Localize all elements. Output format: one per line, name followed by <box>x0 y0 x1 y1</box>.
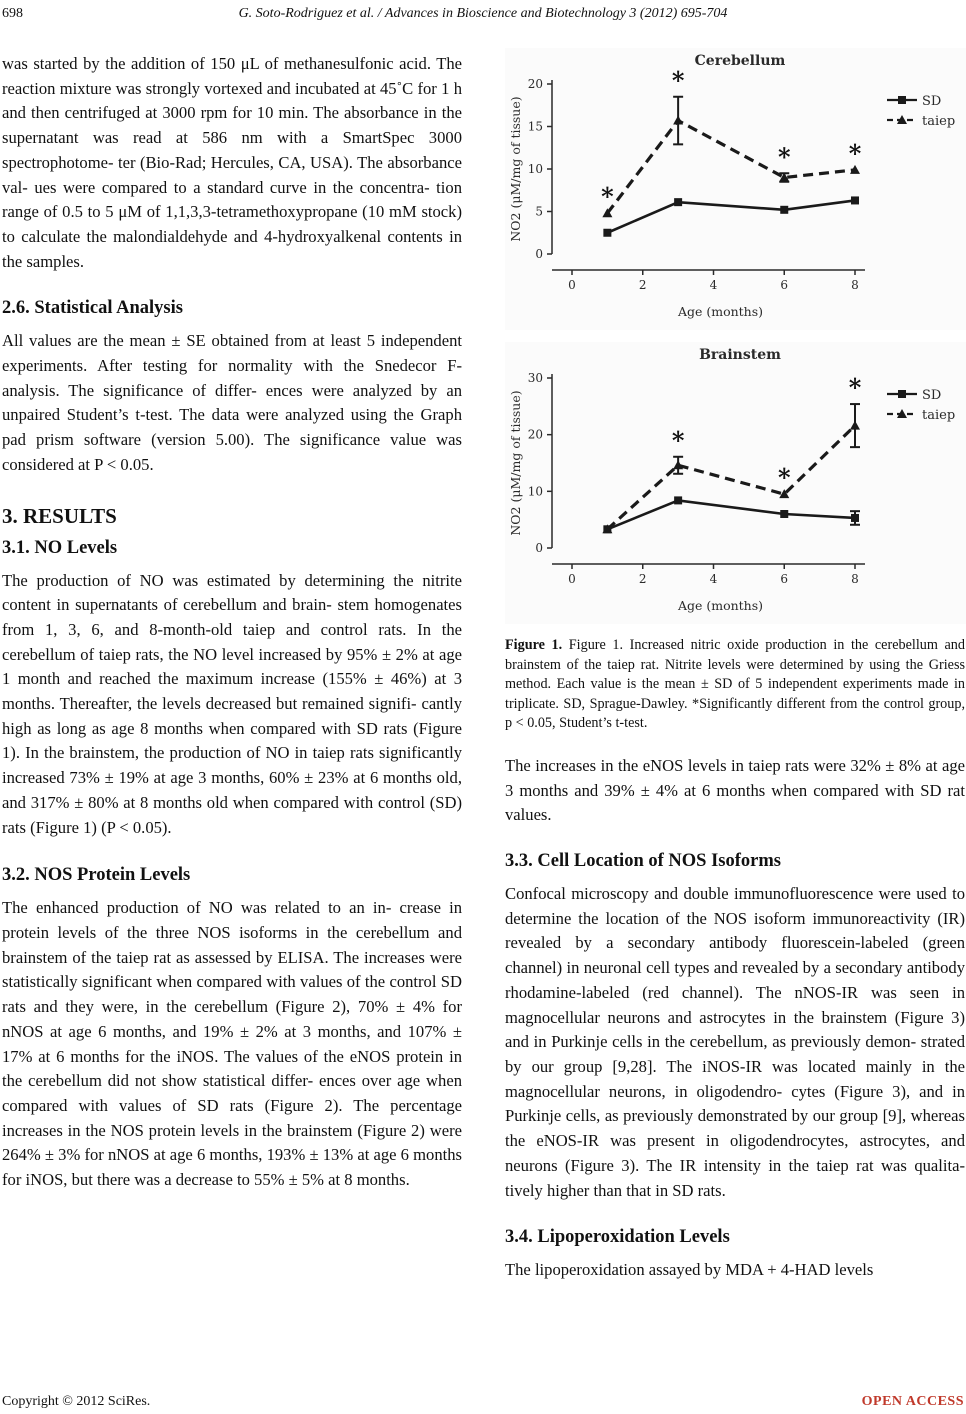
significance-asterisk: * <box>671 425 685 455</box>
x-tick-label: 0 <box>568 278 576 292</box>
y-tick-label: 20 <box>527 427 543 442</box>
y-axis-label: NO2 (μM/mg of tissue) <box>508 96 523 242</box>
heading-statistical-analysis: 2.6. Statistical Analysis <box>2 298 183 319</box>
x-tick-label: 0 <box>568 572 576 586</box>
legend-marker-SD <box>898 390 906 398</box>
chart-title: Cerebellum <box>694 53 786 69</box>
data-point-SD <box>780 206 788 214</box>
x-tick-label: 4 <box>709 572 718 586</box>
x-tick-label: 6 <box>780 572 789 586</box>
significance-asterisk: * <box>848 138 862 168</box>
brainstem-plot <box>505 342 966 624</box>
copyright-text: Copyright © 2012 SciRes. <box>2 1394 151 1409</box>
data-point-SD <box>603 229 611 237</box>
right-column <box>505 630 965 1283</box>
data-point-SD <box>851 514 859 522</box>
series-line-taiep <box>607 121 855 214</box>
x-tick-label: 2 <box>638 572 647 586</box>
y-tick-label: 30 <box>527 371 543 385</box>
legend-label-SD: SD <box>922 94 942 109</box>
heading-no-levels: 3.1. NO Levels <box>2 537 118 558</box>
caption-text: Figure 1. Increased nitric oxide production in the cerebellum and brainstem of the taiep rat. Nitrite levels were determined by using the Griess method. Each value is the mean ± SD of 5 independent experiments made in triplicate. SD, Sprague-Dawley. *Significantly different from the control group, p < 0.05, Student’s t-test. <box>505 637 965 732</box>
x-tick-label: 8 <box>851 278 859 292</box>
data-point-taiep <box>673 116 683 125</box>
y-axis-label: NO2 (μM/mg of tissue) <box>508 390 523 536</box>
y-tick-label: 5 <box>535 204 543 219</box>
page-number: 698 <box>2 6 23 21</box>
data-point-SD <box>851 196 859 204</box>
series-line-SD <box>607 200 855 232</box>
significance-asterisk: * <box>601 182 614 212</box>
y-tick-label: 0 <box>535 541 543 555</box>
chart-cerebellum <box>505 48 966 330</box>
paragraph-enos: The increases in the eNOS levels in taiep rats were 32% ± 8% at age 3 months and 39% ± 4% at 6 months when compared with SD rat values. <box>505 755 965 825</box>
significance-asterisk: * <box>848 373 862 403</box>
y-tick-label: 0 <box>535 247 543 261</box>
paragraph-methods-end: was started by the addition of 150 μL of methanesulfonic acid. The reaction mixture was strongly vortexed and incubated at 45˚C for 1 h and then centrifuged at 3000 rpm for 10 min. The absorbance in the supernatant was read at 586 nm with a SmartSpec 3000 spectrophotome- ter (Bio-Rad; Hercules, CA, USA). The absorbance val- ues were compared to a standard curve in the concentra- tion range of 0.5 to 5 μM of 1,1,3,3-tetramethoxypropane (10 mM stock) to calculate the malondialdehyde and 4-hydroxyalkenal contents in the samples. <box>2 54 462 271</box>
data-point-SD <box>780 510 788 518</box>
figure-1-caption <box>505 636 965 734</box>
data-point-taiep <box>850 421 860 430</box>
heading-nos-protein-levels: 3.2. NOS Protein Levels <box>2 865 191 886</box>
data-point-SD <box>674 496 682 504</box>
running-title: G. Soto-Rodriguez et al. / Advances in Bioscience and Biotechnology 3 (2012) 695-704 <box>238 6 728 21</box>
paragraph-lipoperoxidation: The lipoperoxidation assayed by MDA + 4-HAD levels <box>505 1260 874 1280</box>
significance-asterisk: * <box>777 463 791 493</box>
cerebellum-plot <box>505 48 966 330</box>
legend-label-taiep: taiep <box>922 114 956 129</box>
legend-label-taiep: taiep <box>922 408 956 423</box>
open-access-label: OPEN ACCESS <box>861 1394 964 1409</box>
x-axis-label: Age (months) <box>677 304 764 319</box>
caption-label: Figure 1. <box>505 637 569 653</box>
legend-marker-SD <box>898 96 906 104</box>
left-column <box>2 52 462 1193</box>
paragraph-statistics: All values are the mean ± SE obtained from at least 5 independent experiments. After testing for normality with the Snedecor F-analysis. The significance of differ- ences were analyzed by an unpaired Student’s t-test. The data were analyzed using the Graph pad prism software (version 5.00). The significance value was considered at P < 0.05. <box>2 331 462 474</box>
y-tick-label: 10 <box>527 162 543 176</box>
chart-title: Brainstem <box>699 347 781 363</box>
heading-cell-location: 3.3. Cell Location of NOS Isoforms <box>505 851 781 872</box>
paragraph-no-levels: The production of NO was estimated by determining the nitrite content in supernatants of cerebellum and brain- stem homogenates from 1, 3, 6, and 8-month-old taiep and control rats. In the cerebellum of taiep rats, the NO level increased by 95% ± 2% at age 1 month and reached the maximum increase (155% ± 46%) at 3 months. Thereafter, the levels decreased but remained signifi- cantly high as long as age 8 months when compared with SD rats (Figure 1). In the brainstem, the production of NO in taiep rats significantly increased 73% ± 19% at age 3 months, 60% ± 23% at 6 months old, and 317% ± 80% at 8 months old when compared with control (SD) rats (Figure 1) (P < 0.05). <box>2 570 462 837</box>
significance-asterisk: * <box>777 142 791 172</box>
paragraph-cell-location: Confocal microscopy and double immunofluorescence were used to determine the location of the NOS isoform immunoreactivity (IR) revealed by a secondary antibody fluorescein-labeled (green channel) in neuronal cell types and revealed by a secondary antibody rhodamine-labeled (red channel). The nNOS-IR was seen in magnocellular neurons and astrocytes in the brainstem (Figure 3) and in Purkinje cells in the cerebellum, as previously demon- strated by our group [9,28]. The iNOS-IR was located mainly in the magnocellular neurons, in oligodendro- cytes (Figure 3), and in Purkinje cells, as previously demonstrated by our group [9], whereas the eNOS-IR was present in oligodendrocytes, astrocytes, and neurons (Figure 3). The IR intensity in the taiep rat was qualita- tively higher than that in SD rats. <box>505 884 965 1200</box>
heading-lipoperoxidation: 3.4. Lipoperoxidation Levels <box>505 1227 730 1248</box>
series-line-SD <box>607 500 855 529</box>
x-tick-label: 2 <box>638 278 647 292</box>
x-tick-label: 4 <box>709 278 718 292</box>
data-point-SD <box>674 198 682 206</box>
x-tick-label: 8 <box>851 572 859 586</box>
x-axis-label: Age (months) <box>677 598 764 613</box>
chart-brainstem <box>505 342 966 624</box>
y-tick-label: 20 <box>527 77 543 91</box>
heading-results: 3. RESULTS <box>2 503 117 528</box>
paragraph-nos-protein: The enhanced production of NO was related to an in- crease in protein levels of the three NOS isoforms in the cerebellum and brainstem of the taiep rat as assessed by ELISA. The increases were statistically significant when compared with values of the control SD rats and they were, in the cerebellum (Figure 2), 70% ± 4% for nNOS at age 6 months, and 19% ± 2% at 3 months, and 107% ± 17% at 6 months for the iNOS. The values of the eNOS protein in the cerebellum did not show statistical differ- ences over age when compared with values of SD rats (Figure 2). The percentage increases in the NOS protein levels in the brainstem (Figure 2) were 264% ± 3% for nNOS at age 6 months, 193% ± 13% at age 6 months for iNOS, but there was a decrease to 55% ± 5% at 8 months. <box>2 898 462 1190</box>
y-tick-label: 10 <box>527 484 543 499</box>
significance-asterisk: * <box>671 65 685 95</box>
y-tick-label: 15 <box>527 119 543 134</box>
legend-label-SD: SD <box>922 388 942 403</box>
x-tick-label: 6 <box>780 278 789 292</box>
running-header <box>0 6 966 28</box>
